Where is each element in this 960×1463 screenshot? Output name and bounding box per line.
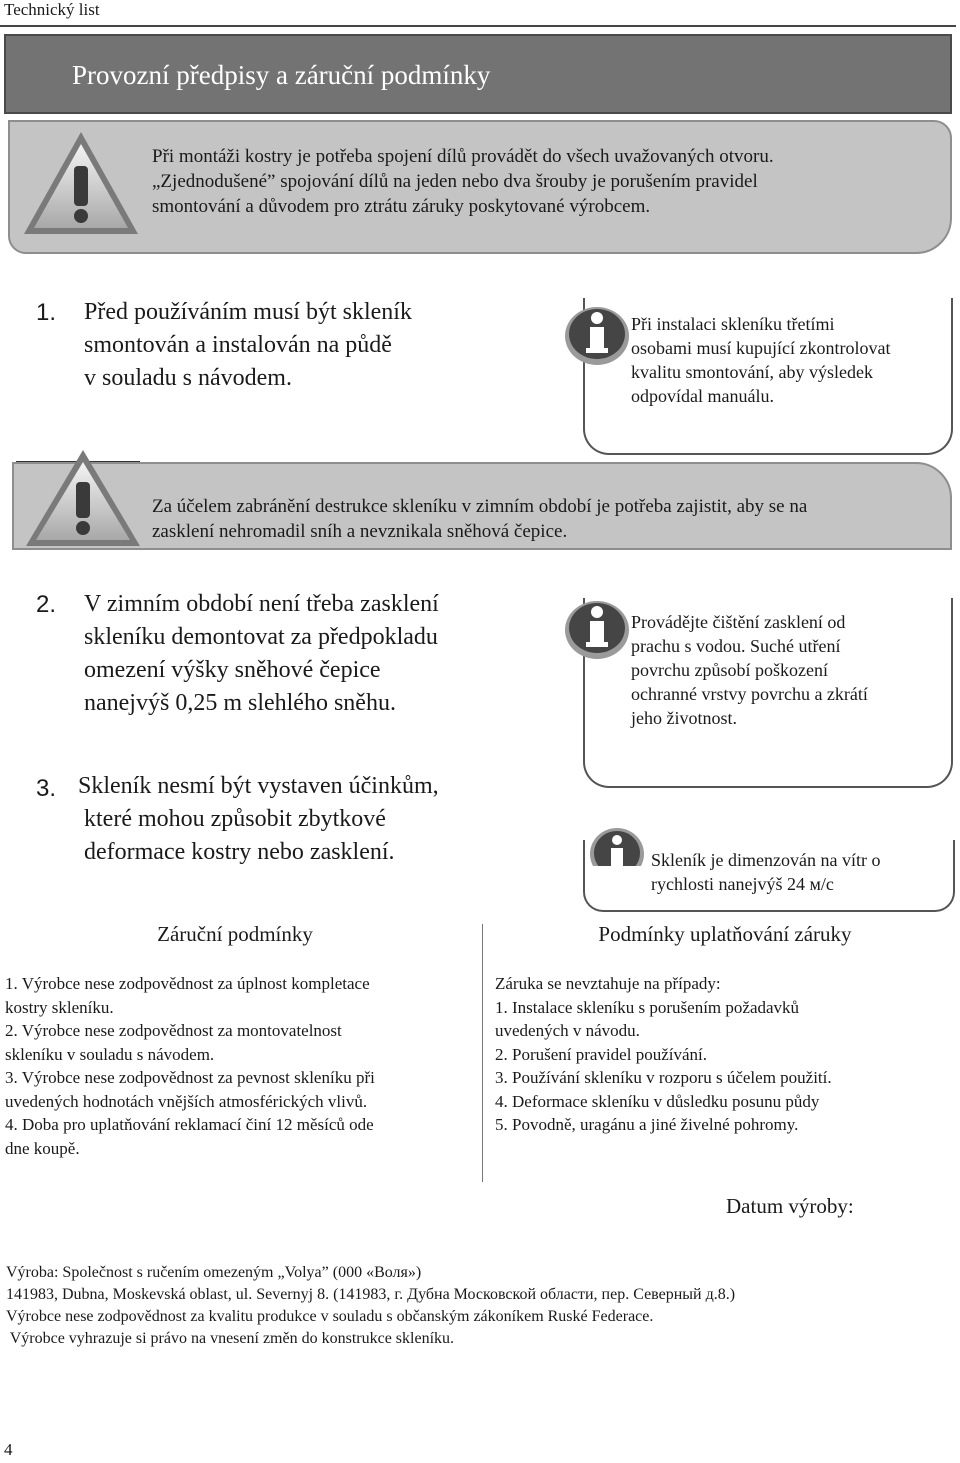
info-text-line: Při instalaci skleníku třetími — [631, 314, 835, 334]
rule-item-2 — [36, 588, 502, 720]
info-text-line: rychlosti nanejvýš 24 м/с — [651, 874, 834, 894]
info-note-cleaning — [583, 598, 953, 788]
warning-text-line: smontování a důvodem pro ztrátu záruky poskytované výrobcem. — [152, 196, 651, 217]
info-text-line: odpovídal manuálu. — [631, 386, 774, 406]
list-item: uvedených hodnotách vnějších atmosférických vlivů. — [5, 1091, 368, 1111]
list-item: 1. Výrobce nese zodpovědnost za úplnost kompletace — [5, 974, 370, 993]
page-number: 4 — [4, 1440, 13, 1459]
footer-line: 141983, Dubna, Moskevská oblast, ul. Severnyj 8. (141983, г. Дубна Московской области, пер. Северный д.8.) — [6, 1286, 736, 1303]
item-text-line: nanejvýš 0,25 m slehlého sněhu. — [84, 690, 396, 716]
item-text-line: omezení výšky sněhové čepice — [84, 657, 381, 683]
info-note-wind — [583, 840, 955, 912]
rule-item-3 — [36, 770, 502, 869]
column-divider — [482, 924, 483, 1182]
list-item: dne koupě. — [5, 1138, 80, 1158]
item-text-line: smontován a instalován na půdě — [84, 332, 392, 358]
item-text-line: deformace kostry nebo zasklení. — [84, 839, 395, 865]
footer-line: Výrobce vyhrazuje si právo na vnesení změn do konstrukce skleníku. — [6, 1330, 455, 1347]
list-item: 1. Instalace skleníku s porušením požadavků — [495, 997, 800, 1017]
header-divider — [0, 25, 956, 27]
list-item: 5. Povodně, uragánu a jiné živelné pohromy. — [495, 1115, 799, 1134]
document-type-label: Technický list — [4, 0, 100, 19]
warning-triangle-icon — [22, 448, 144, 548]
warning-triangle-icon — [20, 128, 142, 240]
list-item: skleníku v souladu s návodem. — [5, 1044, 215, 1064]
item-text-line: které mohou způsobit zbytkové — [84, 806, 386, 832]
info-icon — [563, 304, 631, 368]
page-title: Provozní předpisy a záruční podmínky — [72, 60, 491, 90]
info-text-line: Provádějte čištění zasklení od — [631, 612, 846, 632]
item-number: 3. — [36, 775, 57, 802]
info-text-line: kvalitu smontování, aby výsledek — [631, 362, 873, 382]
info-text-line: povrchu způsobí poškození — [631, 660, 828, 680]
info-icon — [563, 598, 631, 662]
warning-text-line: Za účelem zabránění destrukce skleníku v zimním období je potřeba zajistit, aby se na — [152, 496, 808, 517]
claims-list — [495, 972, 935, 1137]
rule-item-1 — [36, 296, 502, 395]
list-item: 4. Doba pro uplatňování reklamací činí 12 měsíců ode — [5, 1115, 374, 1134]
title-bar — [4, 34, 952, 114]
info-text-line: ochranné vrstvy povrchu a zkrátí — [631, 684, 868, 704]
item-number: 1. — [36, 299, 57, 326]
item-text-line: v souladu s návodem. — [84, 365, 292, 391]
list-item: 2. Porušení pravidel používání. — [495, 1044, 707, 1064]
claims-title: Podmínky uplatňování záruky — [598, 922, 852, 946]
item-number: 2. — [36, 591, 57, 618]
list-item: uvedených v návodu. — [495, 1021, 640, 1040]
list-item: Záruka se nevztahuje na případy: — [495, 974, 721, 993]
item-text-line: V zimním období není třeba zasklení — [84, 591, 439, 617]
info-text-line: Skleník je dimenzován na vítr o — [651, 850, 881, 870]
item-text-line: Před používáním musí být skleník — [84, 299, 412, 325]
list-item: 3. Výrobce nese zodpovědnost za pevnost skleníku při — [5, 1068, 375, 1087]
warranty-list — [5, 972, 470, 1160]
warning-panel-snow — [12, 462, 952, 550]
footer-line: Výroba: Společnost s ručením omezeným „Volya” (000 «Воля») — [6, 1264, 422, 1281]
info-text-line: osobami musí kupující zkontrolovat — [631, 338, 891, 358]
warning-text-line: „Zjednodušené” spojování dílů na jeden nebo dva šrouby je porušením pravidel — [152, 171, 758, 192]
footer-line: Výrobce nese zodpovědnost za kvalitu produkce v souladu s občanským zákoníkem Ruské Federace. — [6, 1308, 654, 1325]
manufacturer-info — [6, 1262, 951, 1350]
item-text-line: skleníku demontovat za předpokladu — [84, 624, 438, 650]
warning-text-line: zasklení nehromadil sníh a nevznikala sněhová čepice. — [152, 521, 568, 542]
list-item: 3. Používání skleníku v rozporu s účelem použití. — [495, 1068, 832, 1087]
info-text-line: prachu s vodou. Suché utření — [631, 636, 841, 656]
list-item: 4. Deformace skleníku v důsledku posunu půdy — [495, 1091, 820, 1111]
warning-text-line: Při montáži kostry je potřeba spojení dílů provádět do všech uvažovaných otvoru. — [152, 146, 774, 167]
list-item: kostry skleníku. — [5, 997, 114, 1017]
warning-panel-assembly — [8, 120, 952, 254]
production-date-label: Datum výroby: — [726, 1194, 854, 1218]
list-item: 2. Výrobce nese zodpovědnost za montovatelnost — [5, 1021, 342, 1040]
info-text-line: jeho životnost. — [631, 708, 737, 728]
item-text-line: Skleník nesmí být vystaven účinkům, — [78, 773, 439, 799]
warranty-title: Záruční podmínky — [157, 922, 313, 946]
info-note-installation — [583, 298, 953, 455]
